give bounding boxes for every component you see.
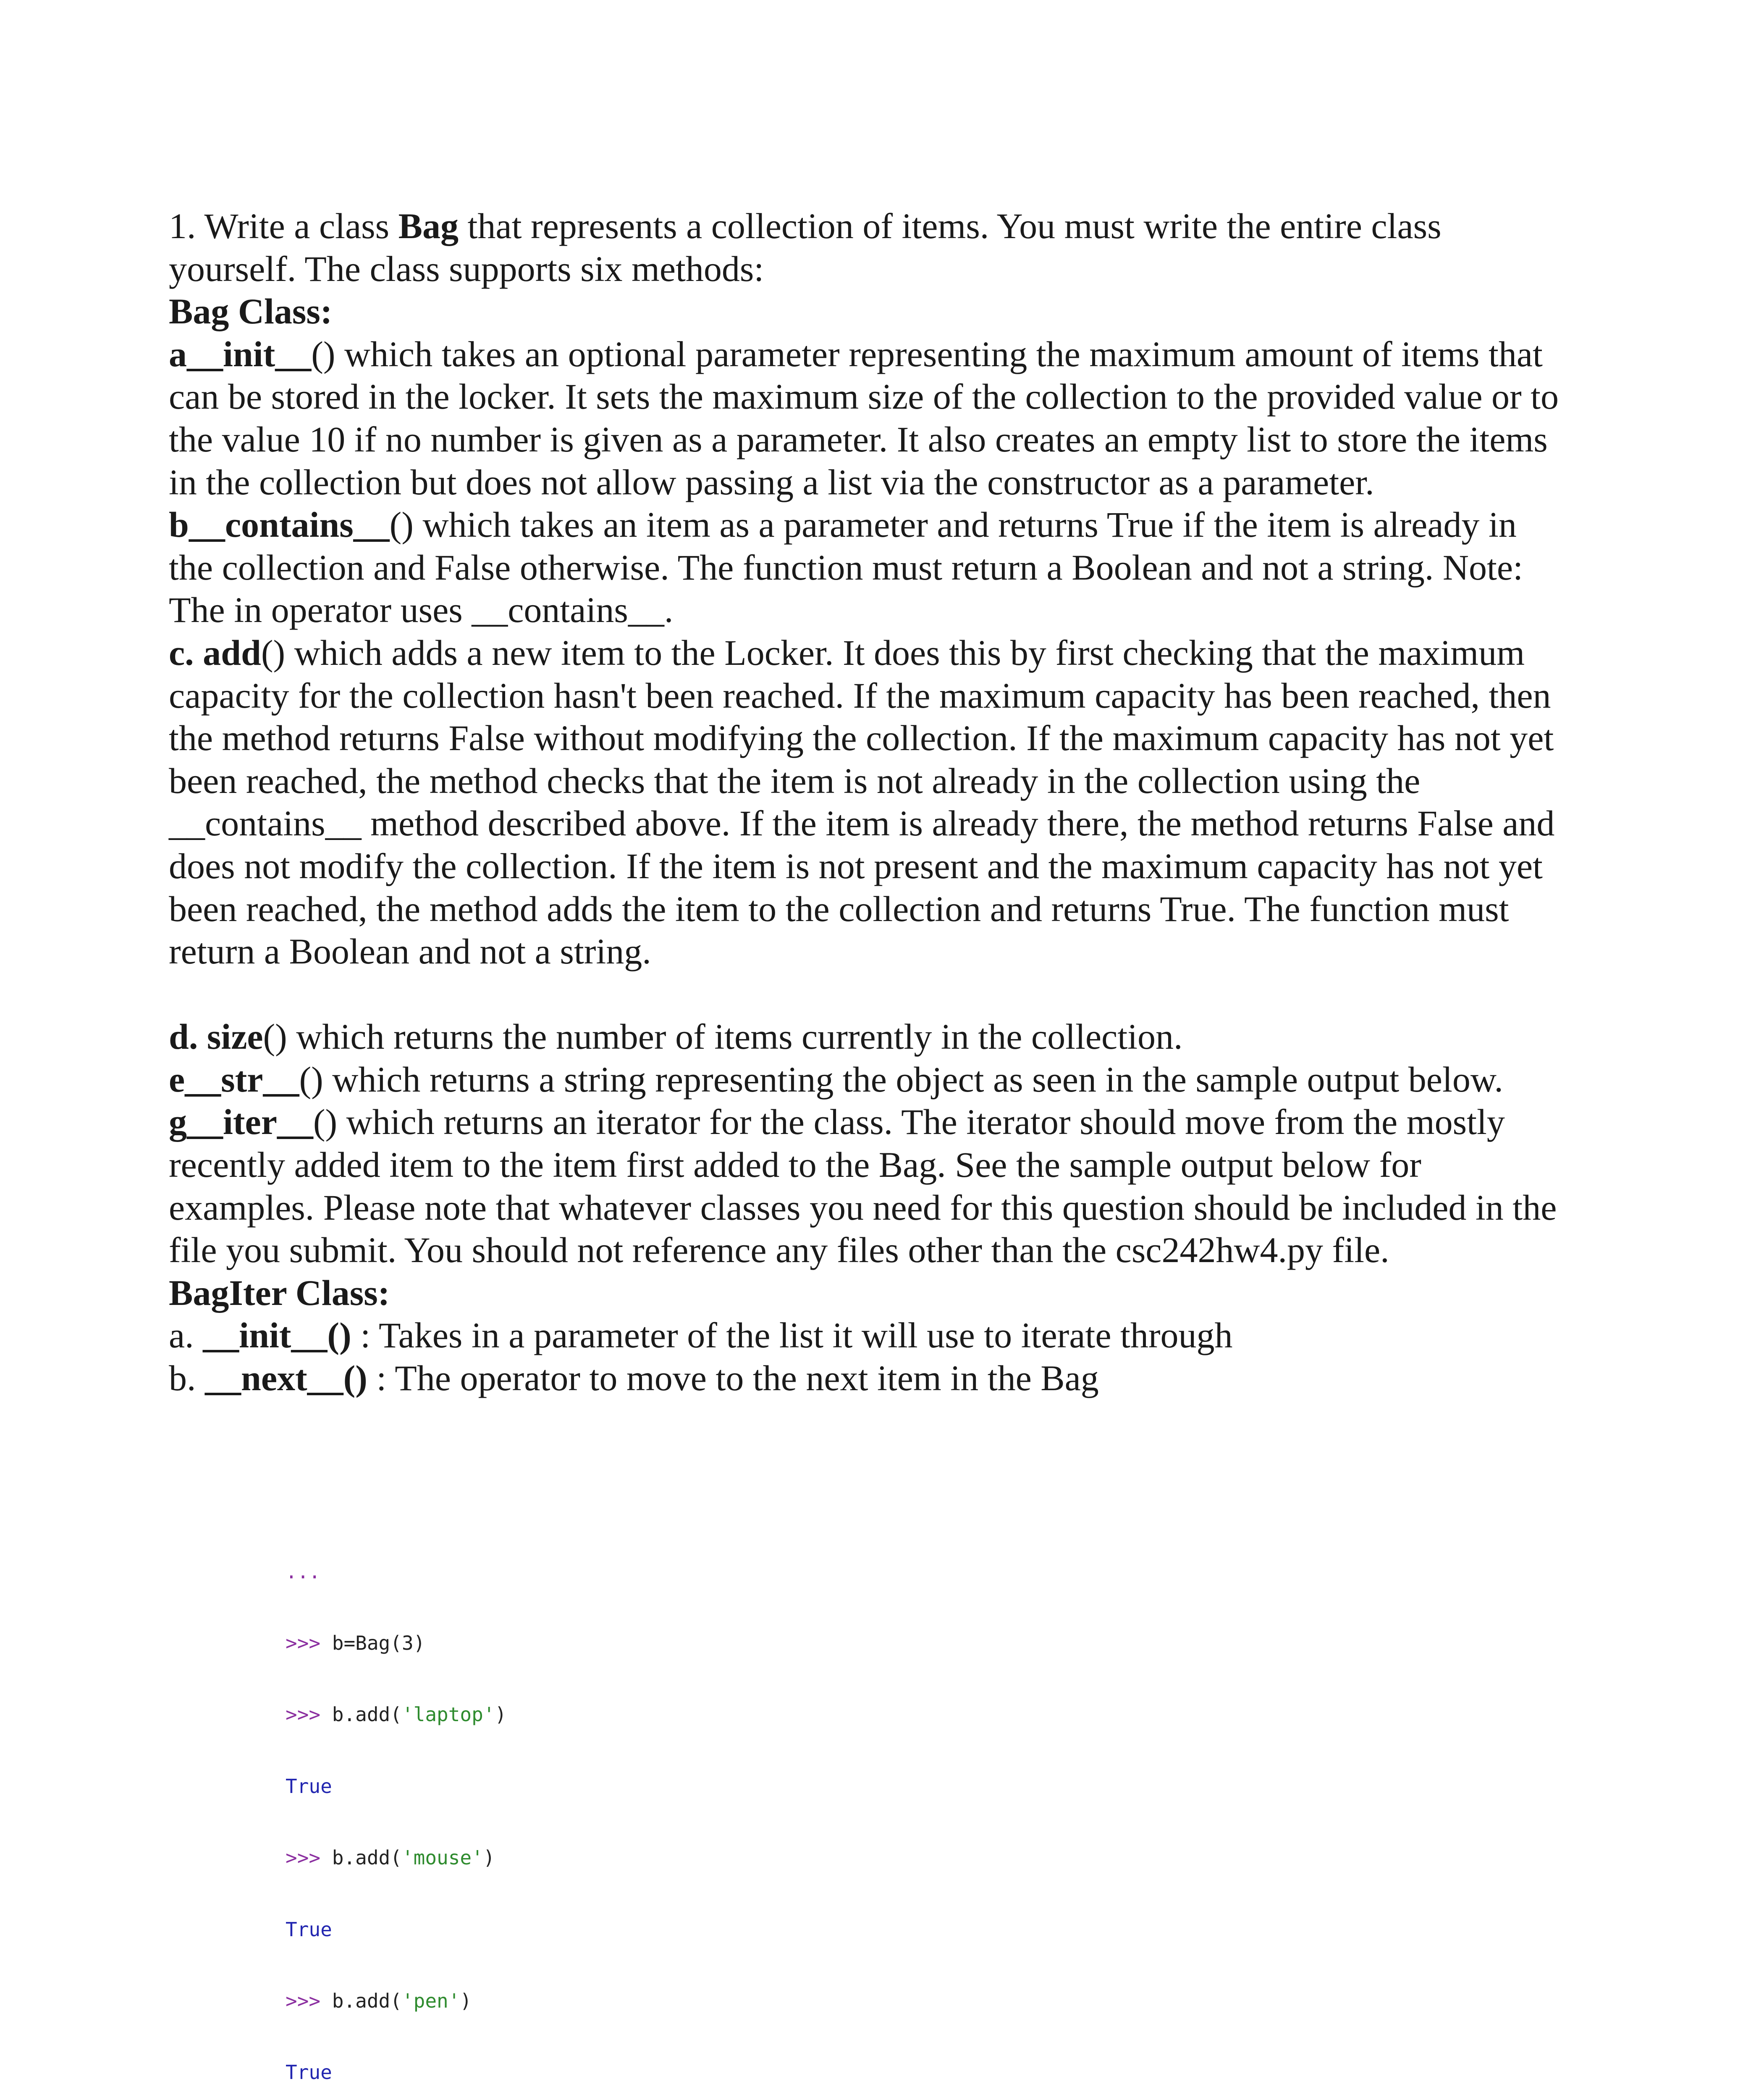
method-b-line-1: b__contains__() which takes an item as a parameter and returns True if the item is already in — [169, 504, 1517, 545]
bagiter-init-line: a. __init__() : Takes in a parameter of the list it will use to iterate through — [169, 1315, 1233, 1356]
method-b-line-3: The in operator uses __contains__. — [169, 590, 674, 630]
method-a-line-3: the value 10 if no number is given as a parameter. It also creates an empty list to store the items — [169, 419, 1548, 459]
shell-output: True — [286, 1918, 332, 1941]
shell-output: True — [286, 2061, 332, 2084]
shell-line: >>> b=Bag(3) — [286, 1631, 425, 1654]
bagiter-next-line: b. __next__() : The operator to move to the next item in the Bag — [169, 1358, 1099, 1399]
method-g-line-4: file you submit. You should not reference any files other than the csc242hw4.py file. — [169, 1230, 1389, 1270]
method-b-line-2: the collection and False otherwise. The function must return a Boolean and not a string. Note: — [169, 547, 1523, 588]
method-c-line-5: __contains__ method described above. If the item is already there, the method returns False and — [169, 803, 1555, 844]
shell-line: >>> b.add('pen') — [286, 1989, 472, 2012]
method-a-line-4: in the collection but does not allow passing a list via the constructor as a parameter. — [169, 462, 1374, 502]
method-c-line-2: capacity for the collection hasn't been reached. If the maximum capacity has been reached, then — [169, 675, 1551, 716]
shell-transcript — [286, 1512, 625, 2100]
shell-line: ... — [286, 1560, 321, 1583]
python-shell-screenshot — [281, 1508, 882, 2100]
method-e-line-1: e__str__() which returns a string representing the object as seen in the sample output below. — [169, 1059, 1503, 1100]
method-c-line-7: been reached, the method adds the item to the collection and returns True. The function must — [169, 888, 1509, 929]
method-g-line-1: g__iter__() which returns an iterator for the class. The iterator should move from the mostly — [169, 1102, 1505, 1142]
method-c-line-8: return a Boolean and not a string. — [169, 931, 651, 972]
method-a-line-2: can be stored in the locker. It sets the maximum size of the collection to the provided value or to — [169, 376, 1559, 417]
shell-output: True — [286, 1774, 332, 1798]
method-g-line-3: examples. Please note that whatever classes you need for this question should be included in the — [169, 1187, 1557, 1228]
shell-line: >>> b.add('mouse') — [286, 1846, 495, 1869]
paragraph-gap — [169, 973, 1605, 1016]
method-d-line-1: d. size() which returns the number of items currently in the collection. — [169, 1016, 1183, 1057]
bag-class-heading: Bag Class: — [169, 291, 333, 332]
method-c-line-6: does not modify the collection. If the item is not present and the maximum capacity has not yet — [169, 845, 1543, 886]
q1-intro-line-1: 1. Write a class Bag that represents a collection of items. You must write the entire class — [169, 206, 1442, 246]
method-c-line-4: been reached, the method checks that the item is not already in the collection using the — [169, 760, 1421, 801]
q1-intro-line-2: yourself. The class supports six methods: — [169, 248, 764, 289]
method-a-line-1: a__init__() which takes an optional parameter representing the maximum amount of items that — [169, 333, 1543, 374]
bagiter-class-heading: BagIter Class: — [169, 1272, 390, 1313]
method-c-line-1: c. add() which adds a new item to the Locker. It does this by first checking that the maximum — [169, 632, 1525, 673]
method-g-line-2: recently added item to the item first added to the Bag. See the sample output below for — [169, 1144, 1421, 1185]
question-1 — [169, 205, 1605, 1400]
method-c-line-3: the method returns False without modifying the collection. If the maximum capacity has not yet — [169, 718, 1554, 759]
shell-line: >>> b.add('laptop') — [286, 1703, 507, 1726]
